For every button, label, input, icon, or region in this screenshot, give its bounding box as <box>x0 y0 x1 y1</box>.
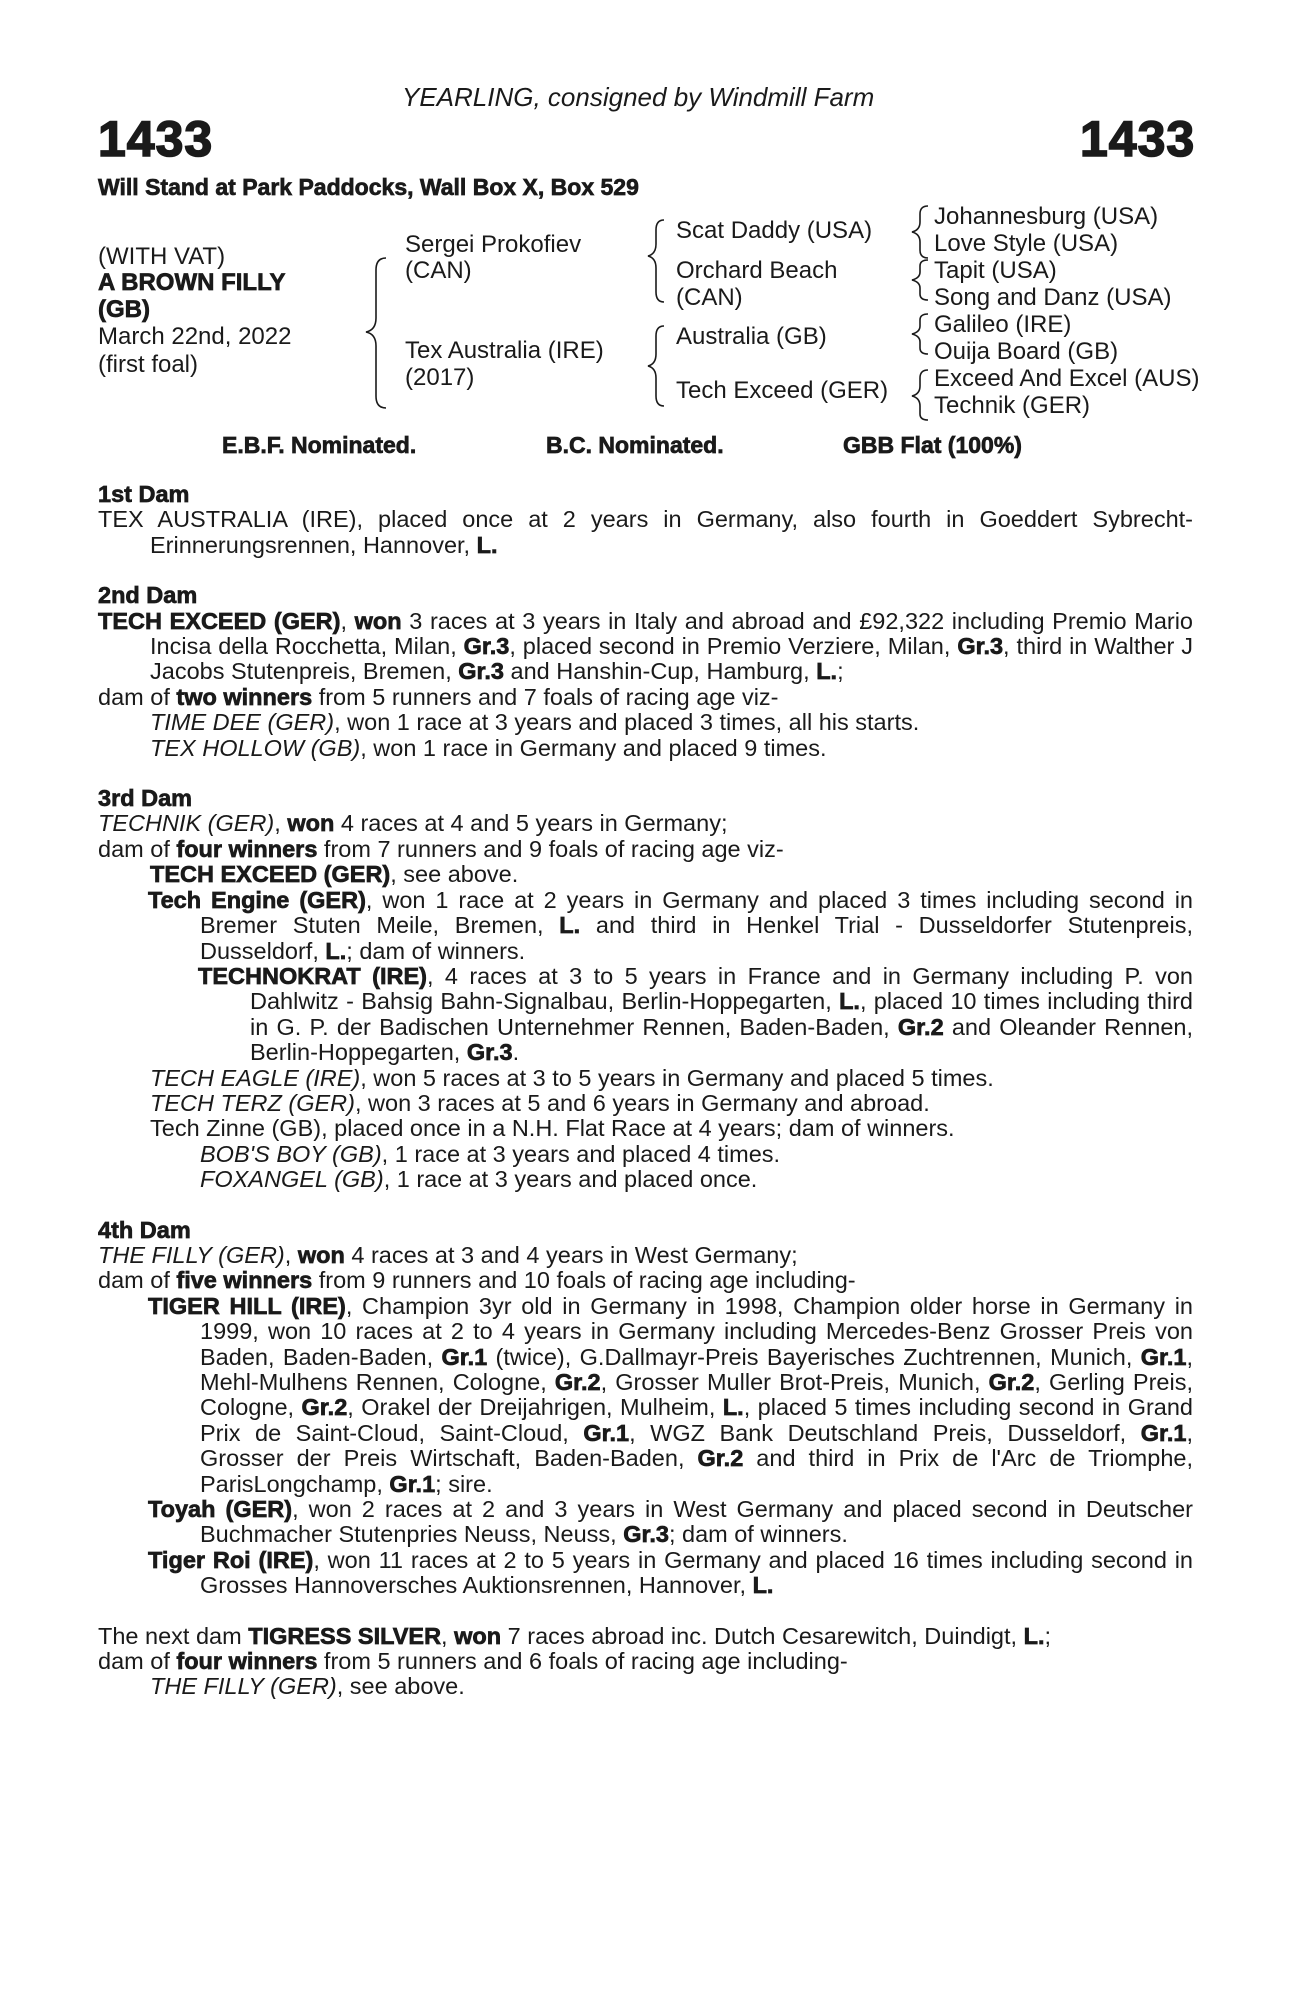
stand-location: Will Stand at Park Paddocks, Wall Box X, Box 529 <box>98 174 639 200</box>
section-heading-1st-dam: 1st Dam <box>98 481 190 507</box>
lot-number-left: 1433 <box>98 111 214 167</box>
main-brace <box>366 258 386 408</box>
dam3-grand-offspring-3: FOXANGEL (GB), 1 race at 3 years and placed once. <box>200 1166 758 1193</box>
next-dam-produce-summary: dam of four winners from 5 runners and 6 foals of racing age including- <box>98 1648 848 1675</box>
catalogue-subtitle: YEARLING, consigned by Windmill Farm <box>402 82 875 112</box>
next-dam-para: The next dam TIGRESS SILVER, won 7 races abroad inc. Dutch Cesarewitch, Duindigt, L.; <box>98 1622 1052 1649</box>
dam-brace <box>648 326 664 406</box>
dam-sire: Australia (GB) <box>676 323 827 350</box>
vat-note: (WITH VAT) <box>98 243 226 270</box>
dam-dam: Tech Exceed (GER) <box>676 377 889 404</box>
dam1-text: TEX AUSTRALIA (IRE), placed once at 2 years in Germany, also fourth in Goeddert Sybrecht-Erinnerungsrennen, Hannover, L. <box>98 506 1193 558</box>
section-heading-4th-dam: 4th Dam <box>98 1216 191 1243</box>
dam4-offspring-3: Tiger Roi (IRE), won 11 races at 2 to 5 years in Germany and placed 16 times including second in Grosses Hannoversches Auktionsrennen, Hannover, L. <box>148 1546 1193 1599</box>
dam4-para: THE FILLY (GER), won 4 races at 3 and 4 years in West Germany; <box>98 1241 798 1268</box>
horse-origin: (GB) <box>98 296 150 323</box>
bc-nomination: B.C. Nominated. <box>546 432 724 458</box>
dam3-grand-offspring-1: TECHNOKRAT (IRE), 4 races at 3 to 5 years in France and in Germany including P. von Dahlwitz - Bahsig Bahn-Signalbau, Berlin-Hoppegarten, L., placed 10 times including third in G. P. der Badischen Unternehmer Rennen, Baden-Baden, Gr.2 and Oleander Rennen, Berlin-Hoppegarten, Gr.3. <box>198 962 1194 1066</box>
sire-sire: Scat Daddy (USA) <box>676 217 873 244</box>
dam3-offspring-5: Tech Zinne (GB), placed once in a N.H. Flat Race at 4 years; dam of winners. <box>150 1115 955 1142</box>
dam3-produce-summary: dam of four winners from 7 runners and 9 foals of racing age viz- <box>98 835 784 862</box>
dam3-offspring-4: TECH TERZ (GER), won 3 races at 5 and 6 years in Germany and abroad. <box>150 1089 930 1116</box>
dam-dam-dam: Technik (GER) <box>934 392 1091 419</box>
dam-dam-brace <box>912 370 928 420</box>
sire-sire-sire: Johannesburg (USA) <box>934 203 1159 230</box>
dam3-offspring-2: Tech Engine (GER), won 1 race at 2 years in Germany and placed 3 times including second in Bremer Stuten Meile, Bremen, L. and third in Henkel Trial - Dusseldorfer Stutenpreis, Dusseldorf, L.; dam of winners. <box>148 886 1193 964</box>
foaling-date: March 22nd, 2022 <box>98 323 292 350</box>
dam3-offspring-3: TECH EAGLE (IRE), won 5 races at 3 to 5 years in Germany and placed 5 times. <box>150 1064 994 1091</box>
catalogue-body <box>98 482 1193 1700</box>
sire-dam: Orchard Beach <box>676 257 838 284</box>
ebf-nomination: E.B.F. Nominated. <box>222 432 417 458</box>
section-heading-3rd-dam: 3rd Dam <box>98 785 193 812</box>
dam-sire-sire: Galileo (IRE) <box>934 311 1072 338</box>
sire-dam-sire: Tapit (USA) <box>934 257 1057 284</box>
horse-description: A BROWN FILLY <box>98 269 286 296</box>
next-dam-offspring: THE FILLY (GER), see above. <box>150 1673 465 1700</box>
dam3-grand-offspring-2: BOB'S BOY (GB), 1 race at 3 years and placed 4 times. <box>200 1140 781 1167</box>
dam3-para: TECHNIK (GER), won 4 races at 4 and 5 years in Germany; <box>98 810 728 837</box>
dam2-produce-summary: dam of two winners from 5 runners and 7 foals of racing age viz- <box>98 683 779 710</box>
dam-name: Tex Australia (IRE) <box>405 337 604 364</box>
sire-name: Sergei Prokofiev <box>405 231 582 258</box>
sire-sire-dam: Love Style (USA) <box>934 230 1119 257</box>
dam4-offspring-1: TIGER HILL (IRE), Champion 3yr old in Germany in 1998, Champion older horse in Germany in 1999, won 10 races at 2 to 4 years in Germany including Mercedes-Benz Grosser Preis von Baden, Baden-Baden, Gr.1 (twice), G.Dallmayr-Preis Bayerisches Zuchtrennen, Munich, Gr.1, Mehl-Mulhens Rennen, Cologne, Gr.2, Grosser Muller Brot-Preis, Munich, Gr.2, Gerling Preis, Cologne, Gr.2, Orakel der Dreijahrigen, Mulheim, L., placed 5 times including second in Grand Prix de Saint-Cloud, Saint-Cloud, Gr.1, WGZ Bank Deutschland Preis, Dusseldorf, Gr.1, Grosser der Preis Wirtschaft, Baden-Baden, Gr.2 and third in Prix de l'Arc de Triomphe, ParisLongchamp, Gr.1; sire. <box>148 1292 1194 1497</box>
dam4-produce-summary: dam of five winners from 9 runners and 10 foals of racing age including- <box>98 1267 856 1294</box>
sire-sire-brace <box>912 206 928 258</box>
foal-note: (first foal) <box>98 351 199 378</box>
lot-number-right: 1433 <box>1080 111 1196 167</box>
sire-dam-brace <box>912 260 928 300</box>
dam-sire-brace <box>912 314 928 354</box>
sire-brace <box>648 220 664 302</box>
dam2-para: TECH EXCEED (GER), won 3 races at 3 years in Italy and abroad and £92,322 including Premio Mario Incisa della Rocchetta, Milan, Gr.3, placed second in Premio Verziere, Milan, Gr.3, third in Walther J Jacobs Stutenpreis, Bremen, Gr.3 and Hanshin-Cup, Hamburg, L.; <box>98 607 1193 685</box>
dam-dam-sire: Exceed And Excel (AUS) <box>934 365 1200 392</box>
sire-origin: (CAN) <box>405 257 472 284</box>
dam3-offspring-1: TECH EXCEED (GER), see above. <box>150 861 519 888</box>
gbb-flat: GBB Flat (100%) <box>843 432 1022 458</box>
dam-sire-dam: Ouija Board (GB) <box>934 338 1119 365</box>
sire-dam-dam: Song and Danz (USA) <box>934 284 1172 311</box>
dam-year: (2017) <box>405 364 475 391</box>
dam2-offspring-1: TIME DEE (GER), won 1 race at 3 years and placed 3 times, all his starts. <box>150 709 920 736</box>
dam4-offspring-2: Toyah (GER), won 2 races at 2 and 3 years in West Germany and placed second in Deutscher Buchmacher Stutenpries Neuss, Neuss, Gr.3; dam of winners. <box>148 1496 1193 1548</box>
section-heading-2nd-dam: 2nd Dam <box>98 582 198 609</box>
sire-dam-origin: (CAN) <box>676 284 743 311</box>
dam2-offspring-2: TEX HOLLOW (GB), won 1 race in Germany and placed 9 times. <box>150 734 827 761</box>
